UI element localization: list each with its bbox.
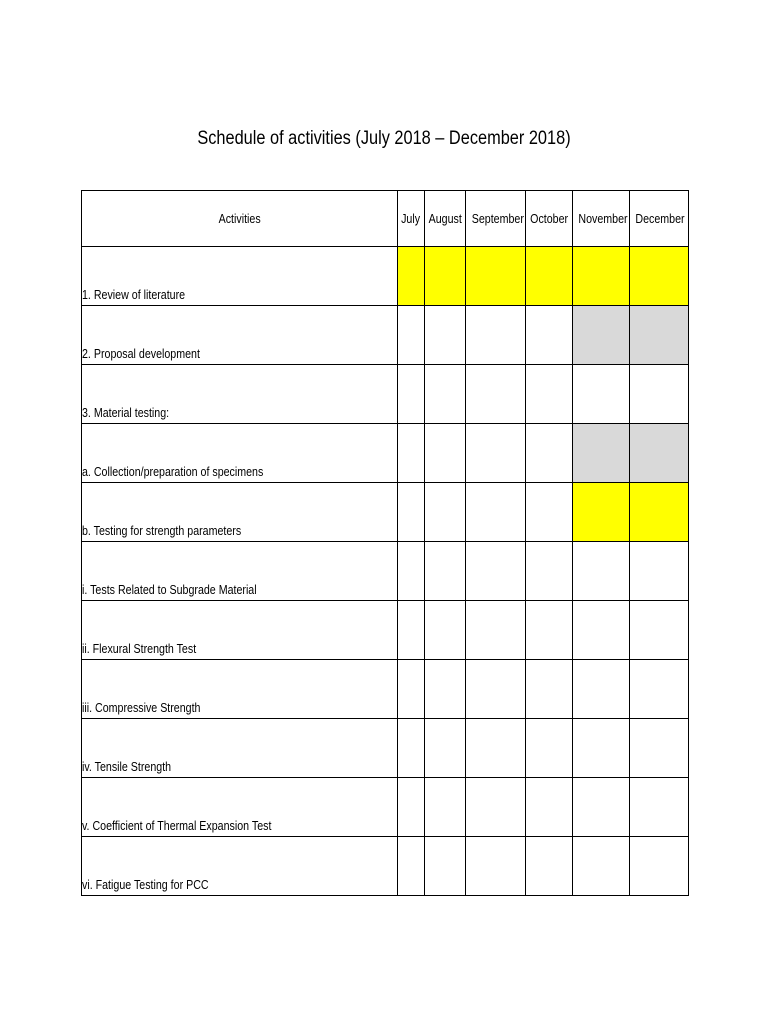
month-header-december: December [630, 191, 689, 247]
schedule-cell-december [630, 247, 689, 306]
schedule-cell-december [630, 424, 689, 483]
activity-label-cell [82, 424, 398, 483]
schedule-cell-september [466, 660, 526, 719]
month-header-august: August [425, 191, 466, 247]
schedule-cell-august [425, 837, 466, 896]
activity-label-cell [82, 365, 398, 424]
table-row [82, 424, 689, 483]
schedule-cell-september [466, 601, 526, 660]
schedule-cell-august [425, 424, 466, 483]
schedule-table [81, 190, 689, 896]
schedule-cell-september [466, 837, 526, 896]
schedule-cell-september [466, 778, 526, 837]
schedule-cell-december [630, 778, 689, 837]
activity-label-cell [82, 483, 398, 542]
activity-label-cell [82, 601, 398, 660]
schedule-cell-october [526, 601, 573, 660]
schedule-cell-august [425, 365, 466, 424]
schedule-cell-august [425, 483, 466, 542]
schedule-cell-december [630, 837, 689, 896]
activity-label-cell [82, 542, 398, 601]
schedule-cell-november [573, 306, 630, 365]
schedule-cell-august [425, 660, 466, 719]
activity-label-cell [82, 837, 398, 896]
schedule-cell-november [573, 660, 630, 719]
activities-header: Activities [82, 191, 398, 247]
table-row [82, 483, 689, 542]
schedule-cell-july [398, 837, 425, 896]
schedule-cell-july [398, 483, 425, 542]
schedule-cell-august [425, 247, 466, 306]
schedule-cell-november [573, 247, 630, 306]
header-row [82, 191, 689, 247]
schedule-cell-december [630, 601, 689, 660]
schedule-cell-august [425, 778, 466, 837]
schedule-cell-september [466, 542, 526, 601]
activity-label-cell [82, 247, 398, 306]
month-header-july: July [398, 191, 425, 247]
activity-label: i. Tests Related to Subgrade Material [82, 582, 257, 597]
activity-label: iii. Compressive Strength [82, 700, 201, 715]
schedule-cell-september [466, 424, 526, 483]
schedule-cell-october [526, 719, 573, 778]
schedule-cell-november [573, 483, 630, 542]
activity-label: vi. Fatigue Testing for PCC [82, 877, 209, 892]
schedule-cell-september [466, 483, 526, 542]
activity-label: b. Testing for strength parameters [82, 523, 242, 538]
schedule-cell-november [573, 837, 630, 896]
schedule-cell-july [398, 365, 425, 424]
schedule-cell-december [630, 483, 689, 542]
activity-label-cell [82, 306, 398, 365]
activity-label: a. Collection/preparation of specimens [82, 464, 264, 479]
schedule-cell-september [466, 365, 526, 424]
table-row [82, 719, 689, 778]
schedule-cell-october [526, 483, 573, 542]
schedule-cell-september [466, 306, 526, 365]
schedule-cell-september [466, 719, 526, 778]
table-row [82, 601, 689, 660]
activity-label: ii. Flexural Strength Test [82, 641, 197, 656]
schedule-cell-october [526, 778, 573, 837]
schedule-cell-september [466, 247, 526, 306]
table-row [82, 247, 689, 306]
schedule-cell-december [630, 660, 689, 719]
month-header-september: September [466, 191, 526, 247]
schedule-cell-august [425, 542, 466, 601]
page-title: Schedule of activities (July 2018 – December 2018) [197, 128, 571, 149]
activity-label-cell [82, 719, 398, 778]
schedule-cell-july [398, 247, 425, 306]
table-row [82, 306, 689, 365]
schedule-cell-august [425, 719, 466, 778]
schedule-cell-november [573, 542, 630, 601]
schedule-cell-october [526, 247, 573, 306]
schedule-cell-july [398, 660, 425, 719]
month-header-november: November [573, 191, 630, 247]
schedule-cell-october [526, 424, 573, 483]
schedule-cell-july [398, 719, 425, 778]
schedule-cell-december [630, 542, 689, 601]
schedule-cell-august [425, 306, 466, 365]
schedule-cell-october [526, 542, 573, 601]
schedule-cell-november [573, 778, 630, 837]
schedule-cell-november [573, 719, 630, 778]
schedule-cell-october [526, 660, 573, 719]
activity-label: v. Coefficient of Thermal Expansion Test [82, 818, 272, 833]
schedule-cell-december [630, 365, 689, 424]
schedule-cell-october [526, 837, 573, 896]
schedule-cell-august [425, 601, 466, 660]
activity-label: 1. Review of literature [82, 287, 186, 302]
table-row [82, 837, 689, 896]
activity-label-cell [82, 660, 398, 719]
activity-label: 2. Proposal development [82, 346, 200, 361]
schedule-cell-october [526, 365, 573, 424]
schedule-cell-november [573, 601, 630, 660]
schedule-cell-december [630, 306, 689, 365]
schedule-cell-november [573, 424, 630, 483]
month-header-october: October [526, 191, 573, 247]
activity-label: iv. Tensile Strength [82, 759, 172, 774]
schedule-cell-july [398, 542, 425, 601]
schedule-cell-july [398, 306, 425, 365]
schedule-cell-december [630, 719, 689, 778]
table-row [82, 778, 689, 837]
table-row [82, 542, 689, 601]
schedule-cell-july [398, 778, 425, 837]
schedule-cell-july [398, 601, 425, 660]
schedule-cell-october [526, 306, 573, 365]
table-row [82, 365, 689, 424]
schedule-cell-november [573, 365, 630, 424]
activity-label-cell [82, 778, 398, 837]
schedule-cell-july [398, 424, 425, 483]
activity-label: 3. Material testing: [82, 405, 170, 420]
table-row [82, 660, 689, 719]
